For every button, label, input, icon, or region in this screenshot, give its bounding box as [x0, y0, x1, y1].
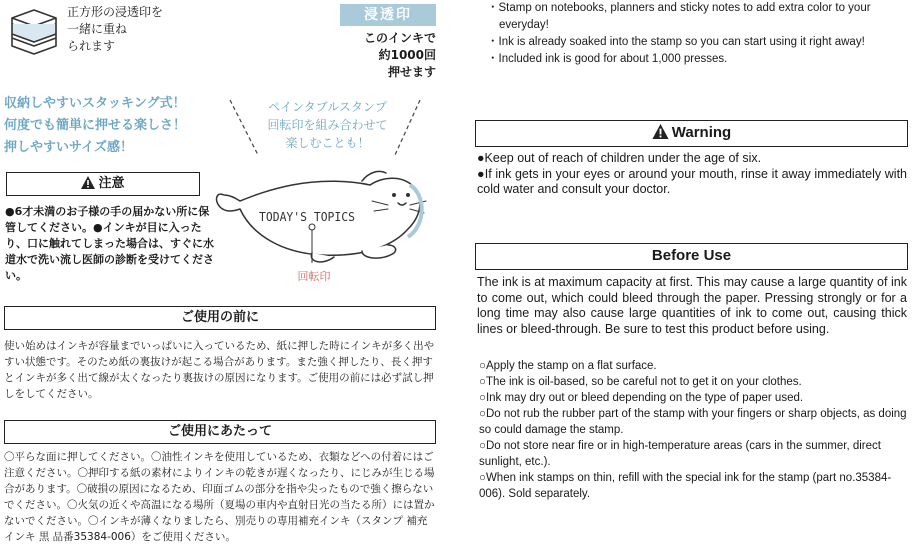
en-warning-heading: [475, 120, 908, 147]
en-bullet-item: ・Included ink is good for about 1,000 presses.: [487, 53, 728, 65]
jp-usage-notes-text: 〇平らな面に押してください。〇油性インキを使用しているため、衣類などへの付着にはご注意ください。〇押印する紙の素材によりインキの乾きが遅くなったり、にじみが生じる場合があります。〇破損の原因になるため、印面ゴムの部分を指や尖ったもので強く擦らないでください。〇火気の近くや高温になる場所（夏場の車内や直射日光の当たる所）には置かないでください。〇インキが薄くなりましたら、別売りの専用補充インキ（スタンプ 補充インキ 黒 品番35384-006）をご使用ください。: [4, 451, 435, 543]
en-usage-item: ○The ink is oil-based, so be careful not to get it on your clothes.: [479, 376, 802, 388]
warning-icon: [652, 124, 669, 139]
paintable-stamp-text: ペインタブルスタンプ 回転印を組み合わせて 楽しむことも！: [267, 100, 388, 150]
jp-usage-notes-heading: ご使用にあたって: [4, 420, 436, 444]
ink-count-text: このインキで 約1000回 押せます: [363, 31, 436, 79]
jp-warning-text: ●6才未満のお子様の手の届かない所に保管してください。●インキが目に入ったり、口に触れてしまった場合は、すぐに水道水で洗い流し医師の診断を受けてください。: [5, 205, 214, 282]
rotary-stamp-caption: 回転印: [297, 270, 331, 283]
en-bullet-item: ・Ink is already soaked into the stamp so you can start using it right away!: [487, 36, 865, 48]
warning-icon: [81, 176, 95, 189]
en-usage-item: ○When ink stamps on thin, refill with the special ink for the stamp (part no.35384-006). Sold separately.: [479, 472, 892, 500]
stacked-stamps-icon: [6, 4, 62, 60]
feature-taglines: [4, 93, 219, 159]
en-warning-line: ●If ink gets in your eyes or around your mouth, rinse it away immediately with cold water and consult your doctor.: [477, 166, 907, 196]
en-bullet-item: ・Stamp on notebooks, planners and sticky notes to add extra color to your everyday!: [487, 2, 871, 31]
en-feature-bullets: [484, 0, 904, 68]
tagline-size: 押しやすいサイズ感！: [4, 140, 133, 155]
penetration-stamp-badge: 浸透印: [340, 4, 436, 26]
en-usage-list: [479, 358, 907, 502]
en-usage-item: ○Ink may dry out or bleed depending on the type of paper used.: [479, 392, 804, 404]
tagline-easy: 何度でも簡単に押せる楽しさ！: [4, 118, 187, 133]
en-usage-item: ○Apply the stamp on a flat surface.: [479, 360, 657, 372]
jp-before-use-text: 使い始めはインキが容量までいっぱいに入っているため、紙に押した時にインキが多く出やすい状態です。そのため紙の裏抜けが起こる場合があります。また強く押したり、長く押すとインキが多く出て線が太くなったり裏抜けの原因になります。ご使用の前には必ず試し押しをしてください。: [4, 340, 435, 400]
en-warning-line: ●Keep out of reach of children under the age of six.: [477, 151, 762, 165]
en-before-use-text: The ink is at maximum capacity at first. This may cause a large quantity of ink to come out, which could bleed through the paper. Pressing strongly or for a long time may also cause large quantities of ink to come out, causing thick lines or bleed-through. Be sure to test this product before using.: [477, 275, 907, 336]
jp-warning-title: 注意: [98, 176, 125, 191]
en-warning-title: Warning: [671, 124, 732, 141]
stacking-description: 正方形の浸透印を 一緒に重ね られます: [67, 5, 164, 53]
jp-warning-heading: [6, 172, 200, 196]
seal-stamp-text: TODAY'S TOPICS: [259, 209, 355, 225]
en-warning-text: [477, 151, 907, 198]
en-before-use-heading: Before Use: [475, 243, 908, 270]
jp-before-use-heading: ご使用の前に: [4, 306, 436, 330]
en-usage-item: ○Do not store near fire or in high-temperature areas (cars in the summer, direct sunlight, etc.).: [479, 440, 881, 468]
tagline-stacking: 収納しやすいスタッキング式！: [4, 96, 186, 111]
en-usage-item: ○Do not rub the rubber part of the stamp with your fingers or sharp objects, as doing so could damage the stamp.: [479, 408, 907, 436]
